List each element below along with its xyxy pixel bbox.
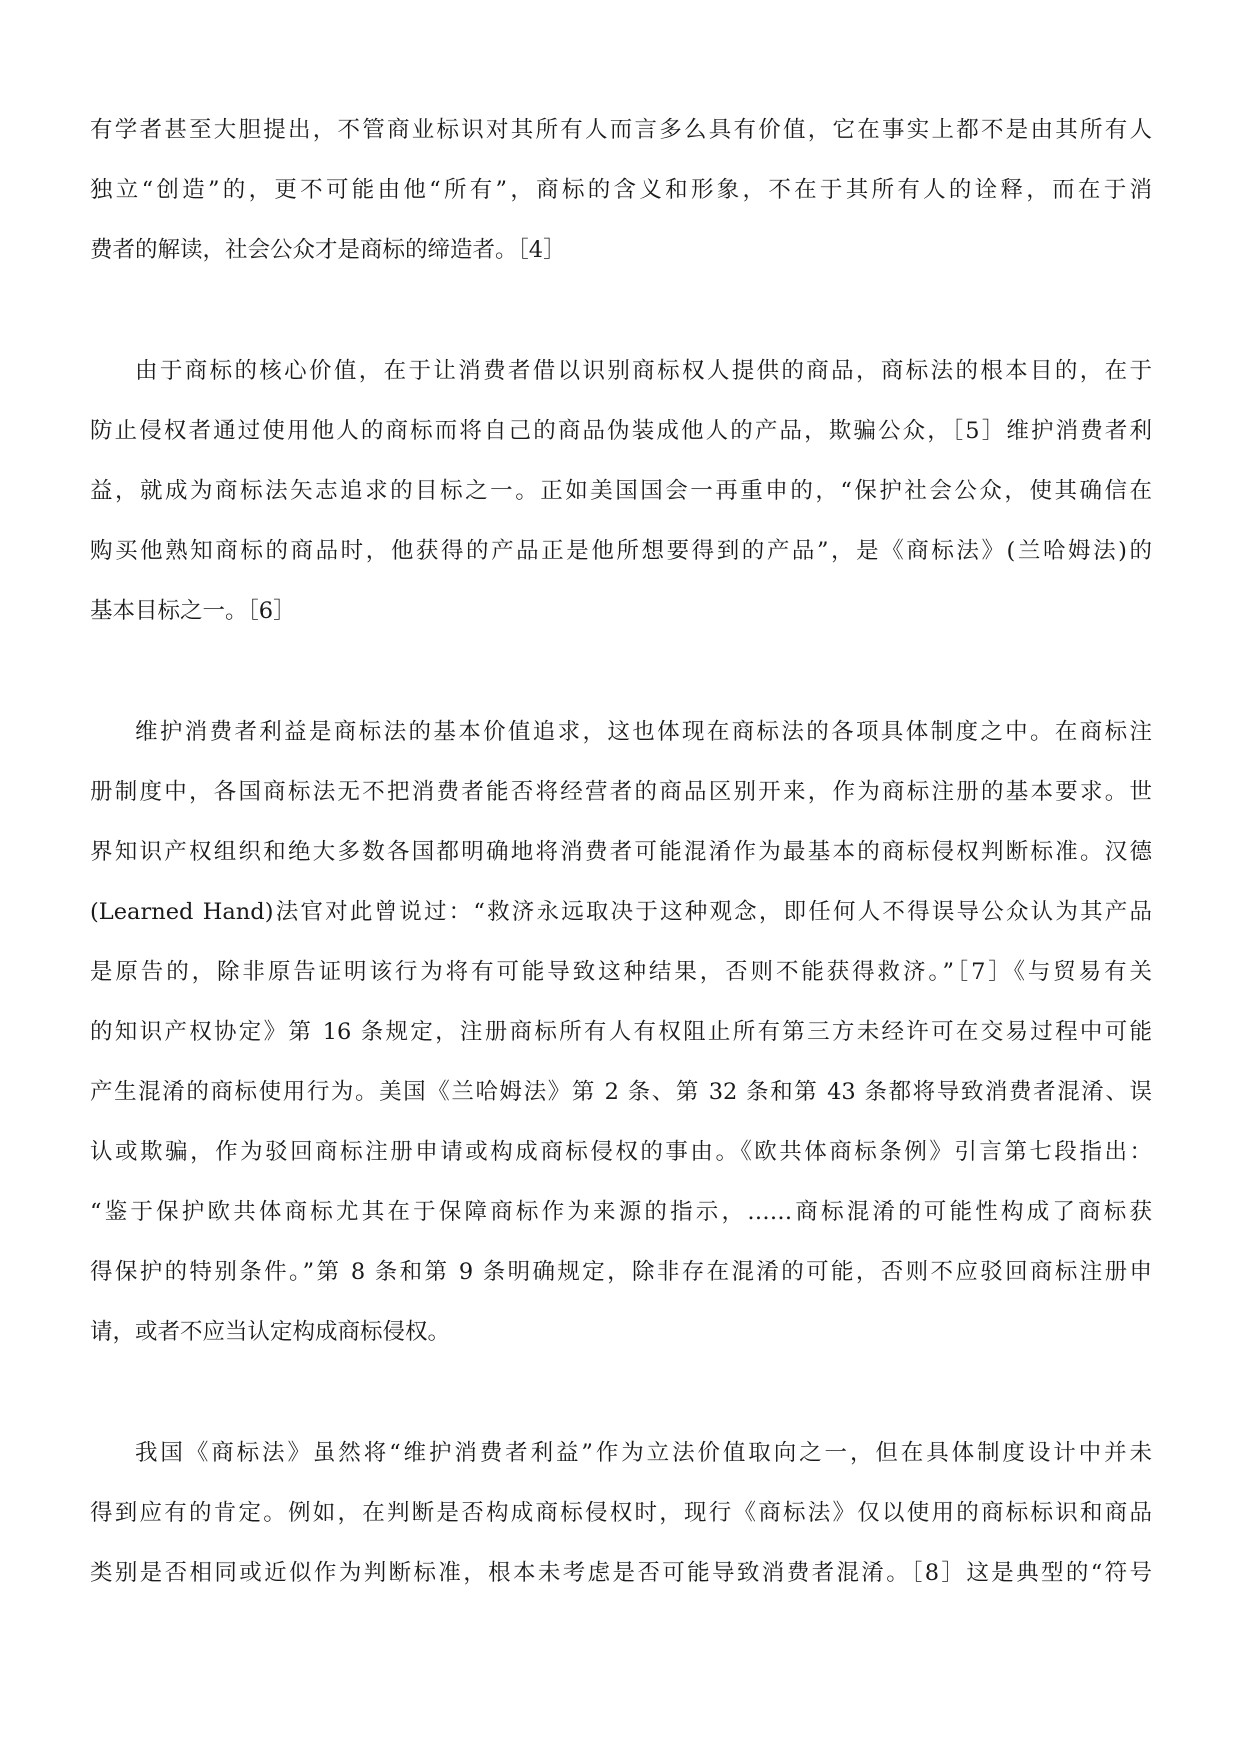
text-line: 得到应有的肯定。例如，在判断是否构成商标侵权时，现行《商标法》仅以使用的商标标识和商品: [90, 1500, 1152, 1526]
document-page: [90, 100, 1152, 1603]
text-line: 认或欺骗，作为驳回商标注册申请或构成商标侵权的事由。《欧共体商标条例》引言第七段指出：: [90, 1139, 1152, 1165]
text-line: 类别是否相同或近似作为判断标准，根本未考虑是否可能导致消费者混淆。［8］这是典型的“符号: [90, 1560, 1152, 1586]
text-line: 维护消费者利益是商标法的基本价值追求，这也体现在商标法的各项具体制度之中。在商标注: [135, 719, 1152, 745]
text-line: 费者的解读，社会公众才是商标的缔造者。［4］: [90, 237, 566, 263]
text-line: 是原告的，除非原告证明该行为将有可能导致这种结果，否则不能获得救济。”［7］《与贸易有关: [90, 959, 1152, 985]
paragraph-3: [90, 702, 1152, 1362]
text-line: “鉴于保护欧共体商标尤其在于保障商标作为来源的指示，……商标混淆的可能性构成了商标获: [90, 1199, 1152, 1225]
paragraph-2: [90, 341, 1152, 641]
text-line: (Learned Hand)法官对此曾说过：“救济永远取决于这种观念，即任何人不得误导公众认为其产品: [90, 899, 1152, 925]
text-line: 请，或者不应当认定构成商标侵权。: [90, 1319, 451, 1345]
text-line: 由于商标的核心价值，在于让消费者借以识别商标权人提供的商品，商标法的根本目的，在于: [135, 358, 1152, 384]
paragraph-spacer: [90, 1362, 1152, 1423]
paragraph-1: [90, 100, 1152, 280]
text-line: 界知识产权组织和绝大多数各国都明确地将消费者可能混淆作为最基本的商标侵权判断标准。汉德: [90, 839, 1152, 865]
text-line: 得保护的特别条件。”第 8 条和第 9 条明确规定，除非存在混淆的可能，否则不应驳回商标注册申: [90, 1259, 1152, 1285]
text-line: 基本目标之一。［6］: [90, 598, 296, 624]
text-line: 册制度中，各国商标法无不把消费者能否将经营者的商品区别开来，作为商标注册的基本要求。世: [90, 779, 1152, 805]
paragraph-spacer: [90, 280, 1152, 341]
paragraph-spacer: [90, 641, 1152, 702]
text-line: 益，就成为商标法矢志追求的目标之一。正如美国国会一再重申的，“保护社会公众，使其确信在: [90, 478, 1152, 504]
text-line: 有学者甚至大胆提出，不管商业标识对其所有人而言多么具有价值，它在事实上都不是由其所有人: [90, 117, 1152, 143]
text-line: 购买他熟知商标的商品时，他获得的产品正是他所想要得到的产品”，是《商标法》(兰哈姆法)的: [90, 538, 1152, 564]
text-line: 独立“创造”的，更不可能由他“所有”，商标的含义和形象，不在于其所有人的诠释，而在于消: [90, 177, 1152, 203]
paragraph-4: [90, 1423, 1152, 1603]
text-line: 产生混淆的商标使用行为。美国《兰哈姆法》第 2 条、第 32 条和第 43 条都将导致消费者混淆、误: [90, 1079, 1152, 1105]
text-line: 我国《商标法》虽然将“维护消费者利益”作为立法价值取向之一，但在具体制度设计中并未: [135, 1440, 1152, 1466]
text-line: 的知识产权协定》第 16 条规定，注册商标所有人有权阻止所有第三方未经许可在交易过程中可能: [90, 1019, 1152, 1045]
text-line: 防止侵权者通过使用他人的商标而将自己的商品伪装成他人的产品，欺骗公众，［5］维护消费者利: [90, 418, 1152, 444]
